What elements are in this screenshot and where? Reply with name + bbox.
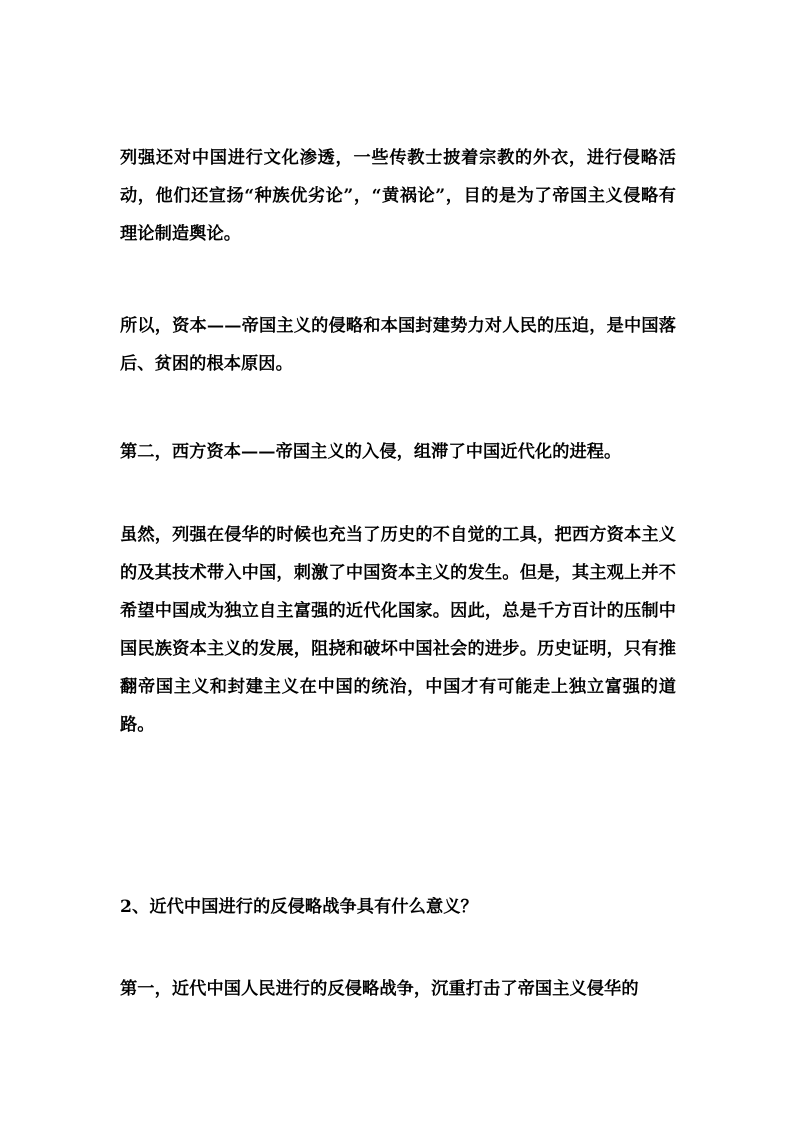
paragraph-cultural-infiltration: 列强还对中国进行文化渗透，一些传教士披着宗教的外衣，进行侵略活动，他们还宣扬“种族优劣论”，“黄祸论”，目的是为了帝国主义侵略有理论制造舆论。: [120, 148, 676, 244]
paragraph-although: 虽然，列强在侵华的时候也充当了历史的不自觉的工具，把西方资本主义的及其技术带入中国，刺激了中国资本主义的发生。但是，其主观上并不希望中国成为独立自主富强的近代化国家。因此，总是千方百计的压制中国民族资本主义的发展，阻挠和破坏中国社会的进步。历史证明，只有推翻帝国主义和封建主义在中国的统治，中国才有可能走上独立富强的道路。: [120, 525, 676, 735]
paragraph-answer-first-point: 第一，近代中国人民进行的反侵略战争，沉重打击了帝国主义侵华的: [120, 979, 639, 999]
paragraph-root-cause: 所以，资本——帝国主义的侵略和本国封建势力对人民的压迫，是中国落后、贫困的根本原因。: [120, 316, 676, 374]
paragraph-second-point: 第二，西方资本——帝国主义的入侵，组滞了中国近代化的进程。: [120, 442, 622, 462]
question-heading: 2、近代中国进行的反侵略战争具有什么意义？: [120, 897, 478, 917]
